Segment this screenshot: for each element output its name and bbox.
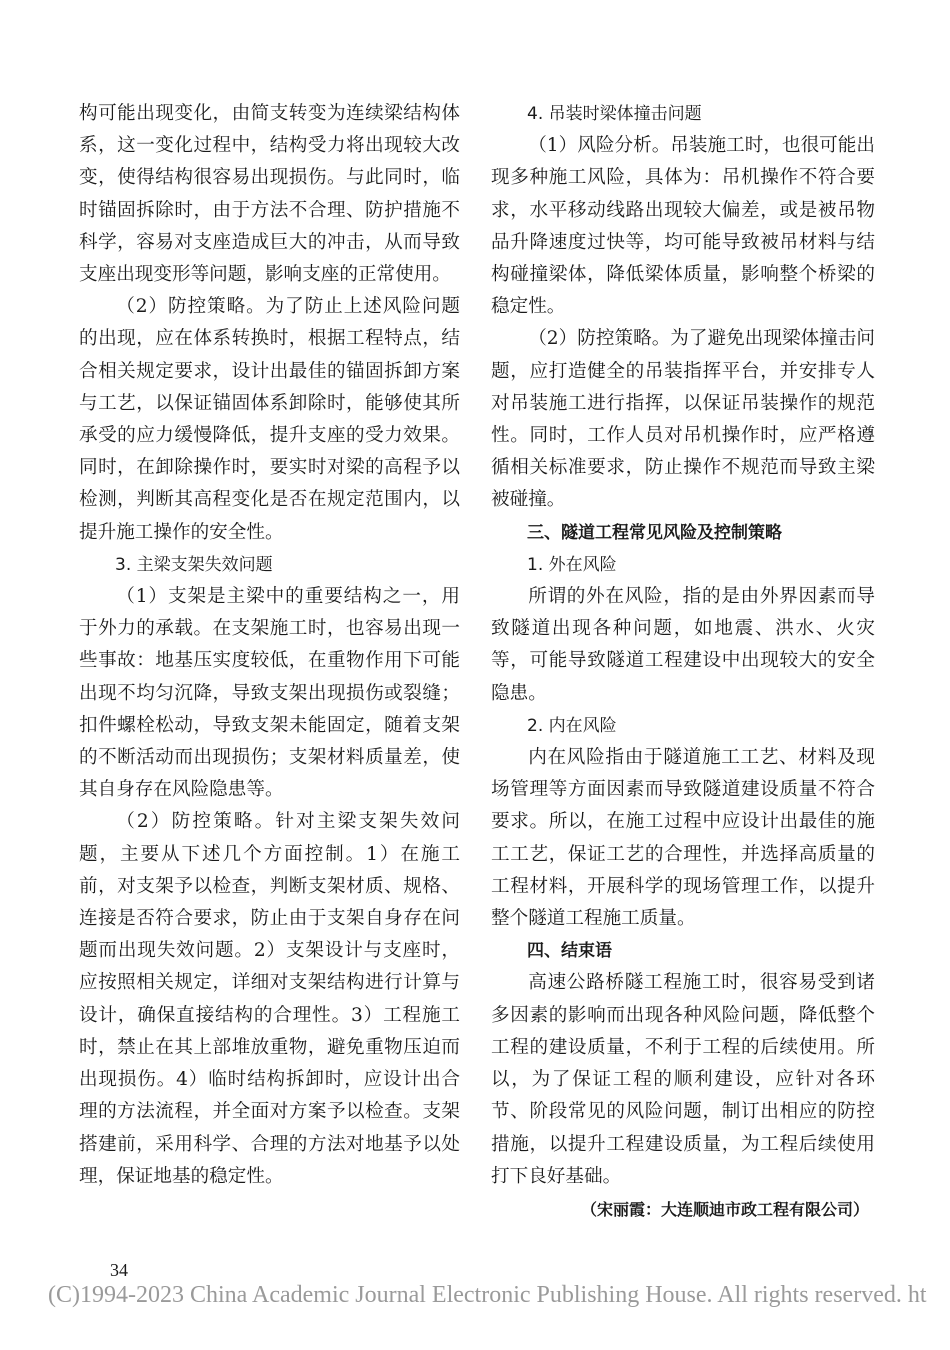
copyright-footer: (C)1994-2023 China Academic Journal Electronic Publishing House. All rights reserved. ht: [48, 1282, 927, 1308]
paragraph: 构可能出现变化，由简支转变为连续梁结构体系，这一变化过程中，结构受力将出现较大改变，使得结构很容易出现损伤。与此同时，临时锚固拆除时，由于方法不合理、防护措施不科学，容易对支座造成巨大的冲击，从而导致支座出现变形等问题，影响支座的正常使用。: [79, 103, 460, 286]
section-heading: 四、结束语: [527, 941, 612, 962]
paragraph: （1）支架是主梁中的重要结构之一，用于外力的承载。在支架施工时，也容易出现一些事故：地基压实度较低，在重物作用下可能出现不均匀沉降，导致支架出现损伤或裂缝；扣件螺栓松动，导致支架未能固定，随着支架的不断活动而出现损伤；支架材料质量差，使其自身存在风险隐患等。: [79, 586, 460, 801]
author-signature: （宋丽霞：大连顺迪市政工程有限公司）: [580, 1199, 869, 1219]
page-number: 34: [110, 1260, 128, 1280]
paragraph: （2）防控策略。为了防止上述风险问题的出现，应在体系转换时，根据工程特点，结合相关规定要求，设计出最佳的锚固拆卸方案与工艺，以保证锚固体系卸除时，能够使其所承受的应力缓慢降低，提升支座的受力效果。同时，在卸除操作时，要实时对梁的高程予以检测，判断其高程变化是否在规定范围内，以提升施工操作的安全性。: [79, 296, 460, 543]
paragraph: 高速公路桥隧工程施工时，很容易受到诸多因素的影响而出现各种风险问题，降低整个工程的建设质量，不利于工程的后续使用。所以，为了保证工程的顺利建设，应针对各环节、阶段常见的风险问题，制订出相应的防控措施，以提升工程建设质量，为工程后续使用打下良好基础。: [491, 972, 875, 1187]
left-column: [79, 98, 460, 1193]
paragraph: 内在风险指由于隧道施工工艺、材料及现场管理等方面因素而导致隧道建设质量不符合要求。所以，在施工过程中应设计出最佳的施工工艺，保证工艺的合理性，并选择高质量的工程材料，开展科学的现场管理工作，以提升整个隧道工程施工质量。: [491, 747, 875, 930]
paragraph: 所谓的外在风险，指的是由外界因素而导致隧道出现各种问题，如地震、洪水、火灾等，可能导致隧道工程建设中出现较大的安全隐患。: [491, 586, 875, 704]
subsection-heading: 4. 吊装时梁体撞击问题: [527, 104, 702, 124]
subsection-heading: 2. 内在风险: [527, 715, 617, 736]
subsection-heading: 1. 外在风险: [527, 554, 617, 575]
paragraph: （1）风险分析。吊装施工时，也很可能出现多种施工风险，具体为：吊机操作不符合要求，水平移动线路出现较大偏差，或是被吊物品升降速度过快等，均可能导致被吊材料与结构碰撞梁体，降低梁体质量，影响整个桥梁的稳定性。: [491, 135, 875, 318]
section-heading: 三、隧道工程常见风险及控制策略: [527, 522, 782, 543]
right-column: [491, 98, 875, 1225]
paragraph: （2）防控策略。为了避免出现梁体撞击问题，应打造健全的吊装指挥平台，并安排专人对吊装施工进行指挥，以保证吊装操作的规范性。同时，工作人员对吊机操作时，应严格遵循相关标准要求，防止操作不规范而导致主梁被碰撞。: [491, 328, 875, 511]
subsection-heading: 3. 主梁支架失效问题: [115, 554, 273, 575]
paragraph: （2）防控策略。针对主梁支架失效问题，主要从下述几个方面控制。1）在施工前，对支架予以检查，判断支架材质、规格、连接是否符合要求，防止由于支架自身存在问题而出现失效问题。2）支架设计与支座时，应按照相关规定，详细对支架结构进行计算与设计，确保直接结构的合理性。3）工程施工时，禁止在其上部堆放重物，避免重物压迫而出现损伤。4）临时结构拆卸时，应设计出合理的方法流程，并全面对方案予以检查。支架搭建前，采用科学、合理的方法对地基予以处理，保证地基的稳定性。: [79, 811, 460, 1187]
